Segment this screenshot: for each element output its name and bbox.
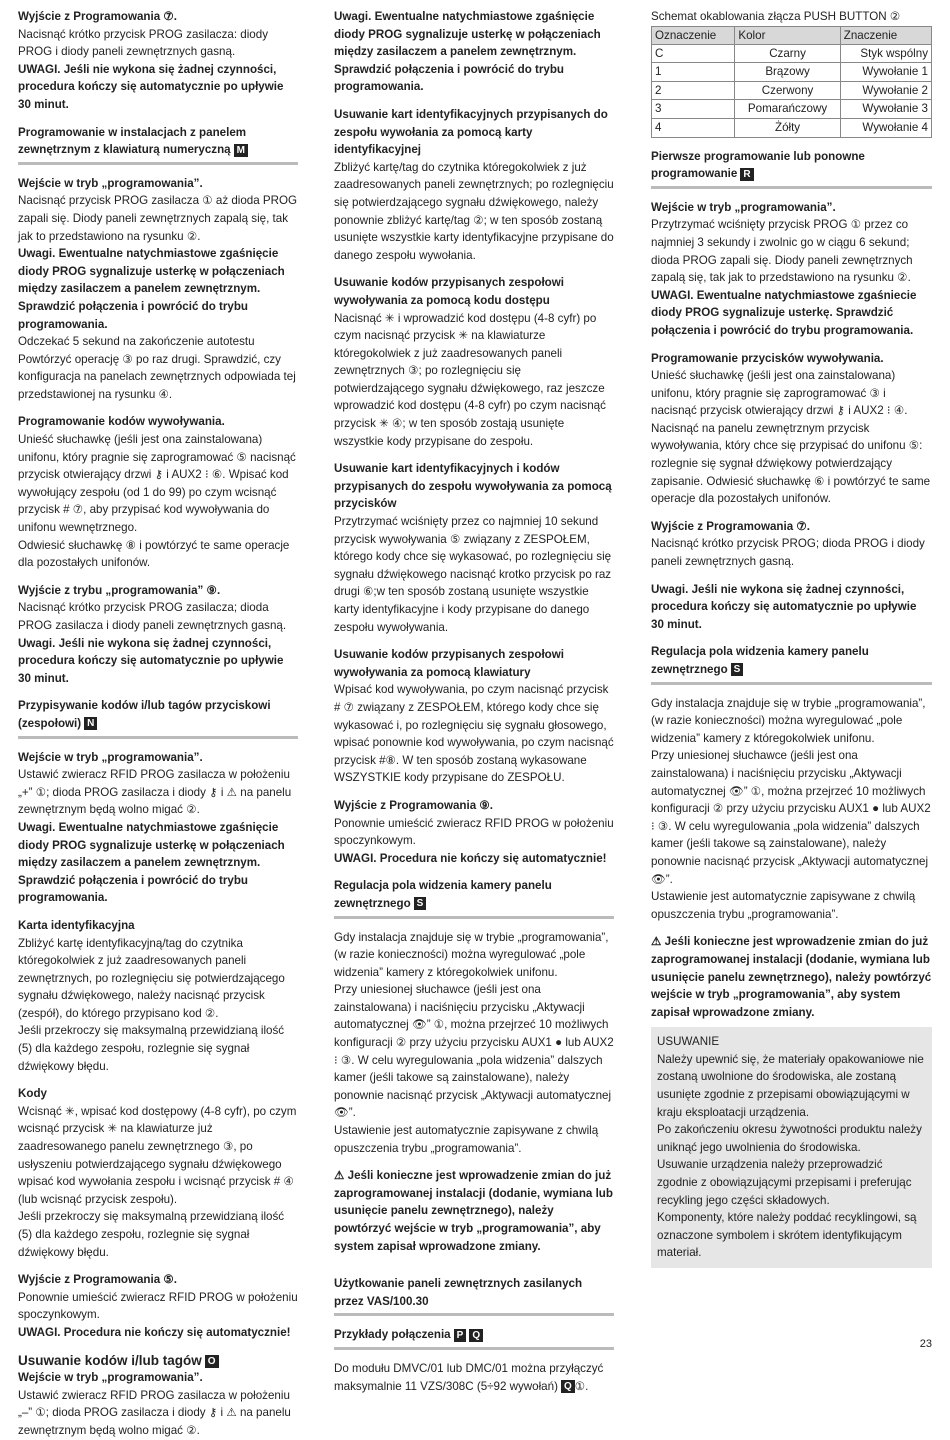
enter1-title: Wejście w tryb „programowania”. <box>18 176 203 190</box>
kody-text: Wcisnąć ✳, wpisać kod dostępowy (4-8 cyfr), po czym wcisnąć przycisk ✳ na klawiaturze już zaadresowanego panelu zewnętrznego ③, po usłyszeniu potwierdzającego sygnału dźwiękowego wpisać kod wywołania zespołu i wcisnąć przycisk # ④ (lub wcisnąć przycisk zespołu). <box>18 1104 297 1206</box>
warning-text: Uwagi. Ewentualne natychmiastowe zgaśnięcie diody PROG sygnalizuje usterkę w połączeniach między zasilaczem a panelem zewnętrznym. Sprawdzić połączenia i powrócić do trybu programowania. <box>334 10 601 94</box>
camera-text: Gdy instalacja znajduje się w trybie „programowania”, (w razie konieczności) można wyregulować „pole widzenia” kamery z któregokolwiek unifonu. <box>651 696 926 745</box>
disposal-text3: Usuwanie urządzenia należy przeprowadzić zgodnie z obowiązującymi przepisami i preferując recykling jego części składowych. <box>657 1158 912 1207</box>
camera-text2: Przy uniesionej słuchawce (jeśli jest ona zainstalowana) i naciśnięciu przycisku „Aktywacji automatycznej 👁” ①, można przejrzeć 10 możliwych konfiguracji ② przy użyciu przycisku AUX1 ● lub AUX2 ⁝ ③. W celu wyregulowania „pola widzenia” dalszych kamer (jeśli takowe są zainstalowane), należy ponownie nacisnąć przycisk „Aktywacji automatycznej 👁”. <box>334 983 614 1120</box>
rmcodes-title: Usuwanie kodów przypisanych zespołowi wywoływania za pomocą kodu dostępu <box>334 276 564 307</box>
remove-section-heading: Usuwanie kodów i/lub tagów O <box>18 1352 298 1370</box>
exit2-title: Wyjście z trybu „programowania” ⑨. <box>18 583 221 597</box>
figure-badge: R <box>740 168 753 181</box>
camera-warning: ⚠ Jeśli konieczne jest wprowadzenie zmian do już zaprogramowanej instalacji (dodanie, wymiana lub usunięcie panelu zewnętrznego), należy powtórzyć wejście w tryb „programowania”, aby system zapisał wprowadzone zmiany. <box>651 935 932 1019</box>
card-text: Zbliżyć kartę identyfikacyjną/tag do czytnika któregokolwiek z już zaadresowanych paneli zewnętrznych, po rozlegnięciu się potwierdzającego sygnału dźwiękowego, należy nacisnąć przycisk (zespół), do którego przypisano kod ②. <box>18 936 285 1020</box>
exit-text: Nacisnąć krótko przycisk PROG; dioda PROG i diody paneli zewnętrznych gasną. <box>651 537 925 569</box>
figure-badge: Q <box>469 1329 483 1342</box>
disposal-text4: Komponenty, które należy poddać recyklingowi, są oznaczone symbolem i skrótem identyfikującym materiał. <box>657 1211 917 1260</box>
disposal-text2: Po zakończeniu okresu żywotności produktu należy uniknąć jego uwolnienia do środowiska. <box>657 1123 922 1154</box>
disposal-box <box>651 1027 932 1268</box>
keypad-section-heading: Programowanie w instalacjach z panelem zewnętrznym z klawiaturą numeryczną M <box>18 124 298 165</box>
wiring-table <box>651 26 932 138</box>
exit1-title: Wyjście z Programowania ⑦. <box>18 10 178 23</box>
rmkeypad-title: Usuwanie kodów przypisanych zespołowi wywoływania za pomocą klawiatury <box>334 648 564 679</box>
rmboth-title: Usuwanie kart identyfikacyjnych i kodów przypisanych do zespołu wywoływania za pomocą przycisków <box>334 462 612 511</box>
vas-section-heading: Użytkowanie paneli zewnętrznych zasilanych przez VAS/100.30 <box>334 1275 614 1316</box>
table-row: 4 Żółty Wywołanie 4 <box>652 118 932 137</box>
rmboth-text: Przytrzymać wciśnięty przez co najmniej 10 sekund przycisk wywoływania ⑤ związany z ZESPOŁEM, którego kody chce się wykasować, po rozlegnięciu się sygnału dźwiękowego nacisnąć krotko przycisk po raz drugi ⑥;w ten sposób zostaną usunięte wszystkie karty identyfikacyjne i kody przypisane do danego zespołu wywoływania. <box>334 515 612 634</box>
table-row: C Czarny Styk wspólny <box>652 44 932 63</box>
enter2-text: Ustawić zwieracz RFID PROG zasilacza w położeniu „+” ①; dioda PROG zasilacza i diody ⚷ i ⚠ na panelu zewnętrznym będą wolno migać ②. <box>18 768 292 817</box>
figure-badge: Q <box>561 1380 575 1393</box>
enter1-warning: Uwagi. Ewentualne natychmiastowe zgaśnięcie diody PROG sygnalizuje usterkę w połączeniach między zasilaczem a panelem zewnętrznym. Sprawdzić połączenia i powrócić do trybu programowania. <box>18 247 285 331</box>
exit1-text: Nacisnąć krótko przycisk PROG zasilacza: diody PROG i diody paneli zewnętrznych gasną. <box>18 27 268 59</box>
exit-note: UWAGI. Procedura nie kończy się automatycznie! <box>334 851 607 865</box>
exit-note: Uwagi. Jeśli nie wykona się żadnej czynności, procedura kończy się automatycznie po upływie 30 minut. <box>651 582 917 631</box>
camera-warning: ⚠ Jeśli konieczne jest wprowadzenie zmian do już zaprogramowanej instalacji (dodanie, wymiana lub usunięcie panelu zewnętrznego), należy powtórzyć wejście w tryb „programowania”, aby system zapisał wprowadzone zmiany. <box>334 1169 613 1253</box>
figure-badge: M <box>234 144 248 157</box>
enter1-text3: Powtórzyć operację ③ po raz drugi. Sprawdzić, czy konfiguracja na panelach zewnętrznych odpowiada tej przedstawionej na rysunku ④. <box>18 352 296 401</box>
rmcards-title: Usuwanie kart identyfikacyjnych przypisanych do zespołu wywołania za pomocą karty identyfikacyjnej <box>334 107 608 157</box>
table-header: Kolor <box>735 26 840 44</box>
enter3-title: Wejście w tryb „programowania”. <box>18 1371 203 1385</box>
enter-text: Przytrzymać wciśnięty przycisk PROG ① przez co najmniej 3 sekundy i zwolnic go w ciągu 6 sekund; dioda PROG zapali się. Diody paneli zewnętrznych zapalą się, tak jak to przedstawiono na rysunku ②. <box>651 218 913 285</box>
enter3-text: Ustawić zwieracz RFID PROG zasilacza w położeniu „–” ①; dioda PROG zasilacza i diody ⚷ i ⚠ na panelu zewnętrznym będą wolno migać ②. <box>18 1388 291 1437</box>
figure-badge: S <box>414 897 427 910</box>
disposal-title: USUWANIE <box>657 1035 720 1049</box>
camera-section-heading: Regulacja pola widzenia kamery panelu zewnętrznego S <box>651 643 932 684</box>
exit2-text: Nacisnąć krótko przycisk PROG zasilacza; dioda PROG zasilacza i diody paneli zewnętrznych gasną. <box>18 601 287 632</box>
exit3-note: UWAGI. Procedura nie kończy się automatycznie! <box>18 1325 291 1339</box>
first-prog-heading: Pierwsze programowanie lub ponowne programowanie R <box>651 148 932 189</box>
enter2-warning: Uwagi. Ewentualne natychmiastowe zgaśnięcie diody PROG sygnalizuje usterkę w połączeniach między zasilaczem a panelem zewnętrznym. Sprawdzić połączenia i powrócić do trybu programowania. <box>18 820 285 905</box>
examples-text: Do modułu DMVC/01 lub DMC/01 można przyłączyć maksymalnie 11 VZS/308C (5÷92 wywołań) Q ①. <box>334 1361 604 1393</box>
table-row: 2 Czerwony Wywołanie 2 <box>652 81 932 100</box>
codes-text2: Odwiesić słuchawkę ⑧ i powtórzyć te same operacje dla pozostałych unifonów. <box>18 538 290 570</box>
enter1-text: Nacisnąć przycisk PROG zasilacza ① aż dioda PROG zapali się. Diody paneli zewnętrznych zapalą się, tak jak to przedstawiono na rysunku ②. <box>18 194 298 243</box>
camera-text3: Ustawienie jest automatycznie zapisywane z chwilą opuszczenia trybu „programowania”. <box>651 890 916 921</box>
table-row: 1 Brązowy Wywołanie 1 <box>652 63 932 82</box>
camera-text: Gdy instalacja znajduje się w trybie „programowania”, (w razie konieczności) można wyregulować „pole widzenia” kamery z któregokolwiek unifonu. <box>334 930 609 979</box>
figure-badge: O <box>205 1355 219 1368</box>
enter-warning: UWAGI. Ewentualne natychmiastowe zgaśniecie diody PROG sygnalizuje usterkę. Sprawdzić połączenia i powrócić do trybu programowania. <box>651 288 917 337</box>
kody-title: Kody <box>18 1087 47 1101</box>
disposal-text: Należy upewnić się, że materiały opakowaniowe nie zostaną uwolnione do środowiska, ale zostaną usunięte zgodnie z przepisami obowiązującymi w kraju eksploatacji urządzenia. <box>657 1052 924 1119</box>
exit-title: Wyjście z Programowania ⑦. <box>651 519 811 533</box>
enter2-title: Wejście w tryb „programowania”. <box>18 750 203 764</box>
figure-badge: P <box>454 1329 467 1342</box>
column-3 <box>651 8 932 1268</box>
wiring-title: Schemat okablowania złącza PUSH BUTTON ② <box>651 10 901 23</box>
figure-badge: S <box>731 663 744 676</box>
examples-section-heading: Przykłady połączenia P Q <box>334 1326 614 1350</box>
exit3-text: Ponownie umieścić zwieracz RFID PROG w położeniu spoczynkowym. <box>18 1290 298 1322</box>
camera-text2: Przy uniesionej słuchawce (jeśli jest ona zainstalowana) i naciśnięciu przycisku „Aktywacji automatycznej 👁” ①, można przejrzeć 10 możliwych konfiguracji ② przy użyciu przycisku AUX1 ● lub AUX2 ⁝ ③. W celu wyregulowania „pola widzenia” dalszych kamer (jeśli takowe są zainstalowane), należy ponownie nacisnąć przycisk „Aktywacji automatycznej 👁”. <box>651 749 931 886</box>
exit-title: Wyjście z Programowania ⑨. <box>334 798 494 812</box>
rmcards-text: Zbliżyć kartę/tag do czytnika któregokolwiek z już zaadresowanych paneli zewnętrznych; po rozlegnięciu się potwierdzającego sygnału dźwiękowego, należy ponownie zbliżyć kartę/tag ②; w ten sposób zostaną usunięte wszystkie karty identyfikacyjne przypisane do danego zespołu wywołania. <box>334 160 614 262</box>
figure-badge: N <box>84 717 97 730</box>
camera-section-heading: Regulacja pola widzenia kamery panelu zewnętrznego S <box>334 877 614 918</box>
table-header: Znaczenie <box>840 26 931 44</box>
assign-section-heading: Przypisywanie kodów i/lub tagów przyciskowi (zespołowi) N <box>18 697 298 738</box>
enter1-text2: Odczekać 5 sekund na zakończenie autotestu <box>18 335 255 349</box>
card-text2: Jeśli przekroczy się maksymalną przewidzianą ilość (5) dla każdego zespołu, rozlegnie się sygnał dźwiękowy błędu. <box>18 1024 285 1073</box>
codes-text: Unieść słuchawkę (jeśli jest ona zainstalowana) unifonu, który pragnie się zaprogramować ⑤ nacisnąć przycisk otwierający drzwi ⚷ i AUX2 ⁝ ⑥. Wpisać kod wywołujący zespołu (od 1 do 99) po czym wcisnąć przycisk # ⑦, aby przypisać kod wywoływania do unifonu wewnętrznego. <box>18 433 296 535</box>
camera-text3: Ustawienie jest automatycznie zapisywane z chwilą opuszczenia trybu „programowania”. <box>334 1124 599 1155</box>
column-2 <box>334 8 614 1395</box>
exit1-note: UWAGI. Jeśli nie wykona się żadnej czynności, procedura kończy się automatycznie po upływie 30 minut. <box>18 62 284 111</box>
rmcodes-text: Nacisnąć ✳ i wprowadzić kod dostępu (4-8 cyfr) po czym nacisnąć przycisk ✳ na klawiaturze któregokolwiek z już zaadresowanych paneli zewnętrznych ③; po rozlegnięciu się potwierdzającego sygnału dźwiękowego, raz jeszcze wprowadzić kod dostępu (4-8 cyfr) po czym nacisnąć przycisk ✳ ④; w ten sposób zostają usunięte wszystkie kody przypisane do zespołu. <box>334 311 606 448</box>
column-1 <box>18 8 298 1440</box>
buttons-title: Programowanie przycisków wywoływania. <box>651 351 884 365</box>
exit2-note: Uwagi. Jeśli nie wykona się żadnej czynności, procedura kończy się automatycznie po upływie 30 minut. <box>18 636 284 685</box>
table-row: 3 Pomarańczowy Wywołanie 3 <box>652 100 932 119</box>
rmkeypad-text: Wpisać kod wywoływania, po czym nacisnąć przycisk # ⑦ związany z ZESPOŁEM, którego kody chce się wykasować i, po rozlegnięciu się sygnału głosowego, wpisać ponownie kod wywoływania, po czym nacisnąć przycisk #⑧. W ten sposób zostaną wykasowane WSZYSTKIE kody przypisane do ZESPOŁU. <box>334 683 614 785</box>
buttons-text: Unieść słuchawkę (jeśli jest ona zainstalowana) unifonu, który pragnie się zaprogramować ③ i nacisnąć przycisk otwierający drzwi ⚷ i AUX2 ⁝ ④. Nacisnąć na panelu zewnętrznym przycisk wywoływania, który chce się przypisać do unifonu ⑤: rozlegnie się sygnał dźwiękowy potwierdzający zapisanie. Odwiesić słuchawkę ⑥ i powtórzyć te same operacje dla pozostałych unifonów. <box>651 369 931 506</box>
card-title: Karta identyfikacyjna <box>18 918 135 932</box>
exit3-title: Wyjście z Programowania ⑤. <box>18 1273 178 1287</box>
enter-title: Wejście w tryb „programowania”. <box>651 200 836 214</box>
table-header: Oznaczenie <box>652 26 735 44</box>
kody-text2: Jeśli przekroczy się maksymalną przewidzianą ilość (5) dla każdego zespołu, rozlegnie się sygnał dźwiękowy błędu. <box>18 1210 285 1259</box>
codes-title: Programowanie kodów wywoływania. <box>18 415 225 429</box>
exit-text: Ponownie umieścić zwieracz RFID PROG w położeniu spoczynkowym. <box>334 816 614 848</box>
page-number: 23 <box>919 1338 932 1350</box>
